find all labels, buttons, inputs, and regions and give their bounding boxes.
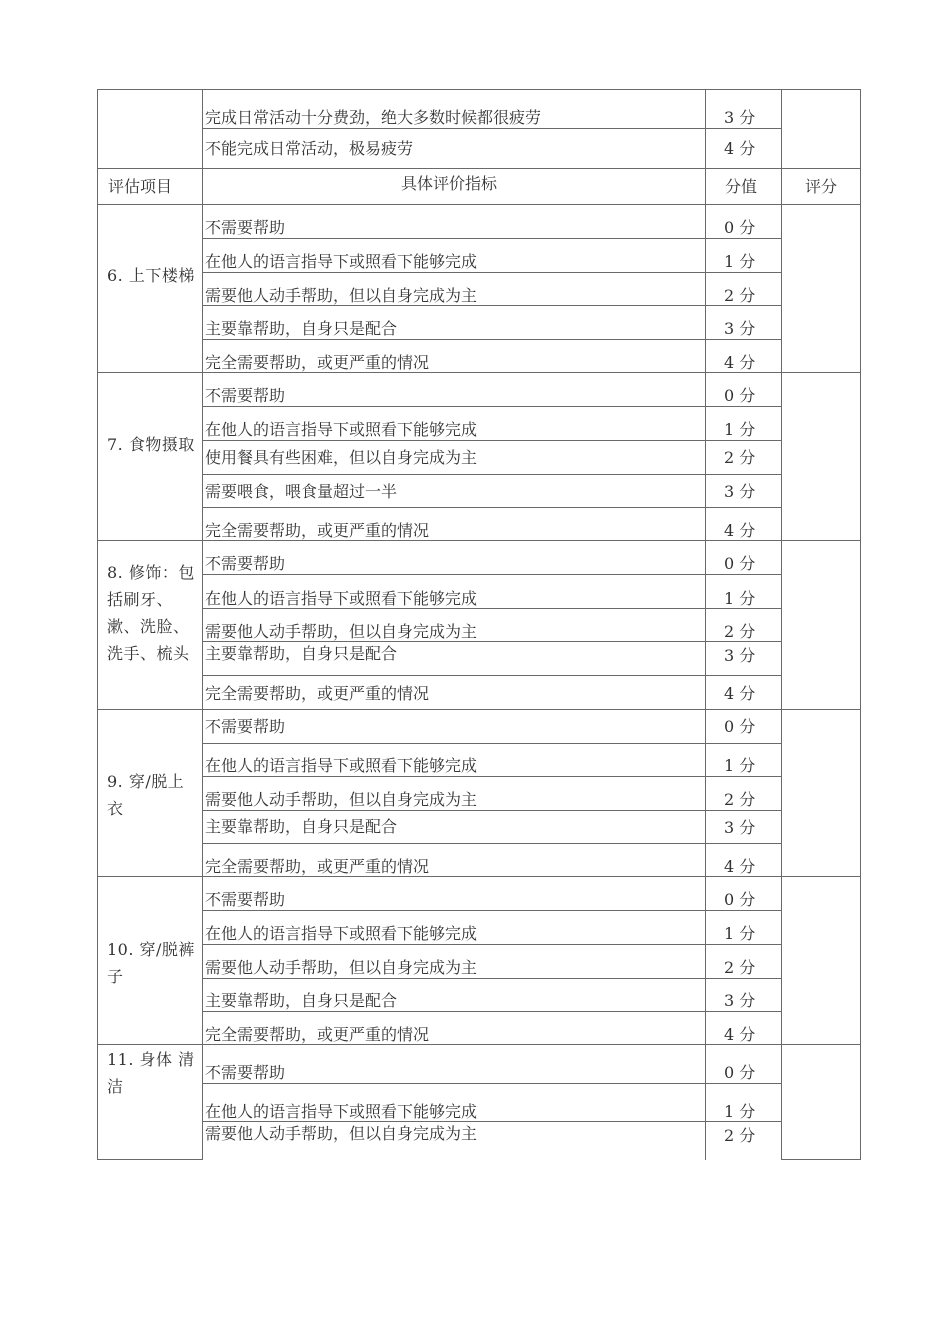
- row-divider: [202, 272, 781, 273]
- score-value: 4 分: [724, 139, 756, 158]
- criteria-text: 不需要帮助: [205, 554, 286, 573]
- score-value: 3 分: [724, 108, 756, 127]
- criteria-text: 主要靠帮助，自身只是配合: [205, 644, 398, 663]
- row-divider: [202, 305, 781, 306]
- row-divider: [202, 910, 781, 911]
- score-value: 3 分: [724, 319, 756, 338]
- row-divider: [202, 440, 781, 441]
- score-value: 2 分: [724, 958, 756, 977]
- section-label: 6. 上下楼梯: [107, 266, 195, 285]
- table-border-right: [860, 89, 861, 1160]
- criteria-text: 需要他人动手帮助，但以自身完成为主: [205, 622, 478, 641]
- section-label: 7. 食物摄取: [107, 435, 195, 454]
- score-value: 1 分: [724, 420, 756, 439]
- criteria-text: 在他人的语言指导下或照看下能够完成: [205, 924, 478, 943]
- row-divider: [202, 743, 781, 744]
- criteria-text: 完全需要帮助，或更严重的情况: [205, 857, 430, 876]
- header-points: 分值: [725, 177, 758, 196]
- score-value: 0 分: [724, 890, 756, 909]
- column-divider-points: [705, 89, 706, 1160]
- column-divider-rating: [781, 89, 782, 1160]
- section-label: 8. 修饰：包括刷牙、漱、洗脸、洗手、梳头: [107, 563, 195, 663]
- criteria-text: 需要他人动手帮助，但以自身完成为主: [205, 790, 478, 809]
- row-divider: [202, 641, 781, 642]
- score-value: 2 分: [724, 448, 756, 467]
- row-divider: [202, 574, 781, 575]
- criteria-text: 不需要帮助: [205, 1063, 286, 1082]
- criteria-text: 需要喂食，喂食量超过一半: [205, 482, 398, 501]
- criteria-text: 完全需要帮助，或更严重的情况: [205, 521, 430, 540]
- score-value: 1 分: [724, 1102, 756, 1121]
- criteria-text: 主要靠帮助，自身只是配合: [205, 319, 398, 338]
- row-divider: [202, 128, 781, 129]
- criteria-text: 完全需要帮助，或更严重的情况: [205, 353, 430, 372]
- header-top-divider: [97, 168, 861, 169]
- row-divider: [202, 810, 781, 811]
- section-label: 11. 身体 清洁: [107, 1050, 195, 1096]
- section-label: 9. 穿/脱上衣: [107, 772, 185, 818]
- score-value: 3 分: [724, 482, 756, 501]
- row-divider: [202, 944, 781, 945]
- criteria-text: 完全需要帮助，或更严重的情况: [205, 1025, 430, 1044]
- score-value: 1 分: [724, 924, 756, 943]
- table-border-bottom-left: [97, 1159, 203, 1160]
- row-divider: [202, 1121, 781, 1122]
- score-value: 4 分: [724, 857, 756, 876]
- header-criteria: 具体评价指标: [401, 174, 498, 193]
- header-bottom-divider: [97, 204, 861, 205]
- table-border-top: [97, 89, 861, 90]
- row-divider: [202, 1083, 781, 1084]
- criteria-text: 在他人的语言指导下或照看下能够完成: [205, 756, 478, 775]
- score-value: 0 分: [724, 554, 756, 573]
- score-value: 3 分: [724, 646, 756, 665]
- header-rating: 评分: [805, 177, 838, 196]
- section-divider: [97, 1044, 861, 1045]
- row-divider: [202, 843, 781, 844]
- section-divider: [97, 876, 861, 877]
- criteria-text: 需要他人动手帮助，但以自身完成为主: [205, 1124, 478, 1143]
- score-value: 0 分: [724, 717, 756, 736]
- criteria-text: 需要他人动手帮助，但以自身完成为主: [205, 286, 478, 305]
- score-value: 4 分: [724, 1025, 756, 1044]
- score-value: 1 分: [724, 589, 756, 608]
- criteria-text: 在他人的语言指导下或照看下能够完成: [205, 252, 478, 271]
- score-value: 2 分: [724, 286, 756, 305]
- row-divider: [202, 339, 781, 340]
- column-divider-criteria: [202, 89, 203, 1160]
- row-divider: [202, 776, 781, 777]
- criteria-text: 不需要帮助: [205, 890, 286, 909]
- section-divider: [97, 540, 861, 541]
- criteria-text: 使用餐具有些困难，但以自身完成为主: [205, 448, 478, 467]
- criteria-text: 需要他人动手帮助，但以自身完成为主: [205, 958, 478, 977]
- criteria-text: 在他人的语言指导下或照看下能够完成: [205, 589, 478, 608]
- row-divider: [202, 507, 781, 508]
- row-divider: [202, 608, 781, 609]
- table-border-left: [97, 89, 98, 1160]
- score-value: 2 分: [724, 1126, 756, 1145]
- row-divider: [202, 978, 781, 979]
- score-value: 4 分: [724, 521, 756, 540]
- criteria-text: 在他人的语言指导下或照看下能够完成: [205, 1102, 478, 1121]
- score-value: 0 分: [724, 386, 756, 405]
- criteria-text: 不需要帮助: [205, 717, 286, 736]
- section-divider: [97, 372, 861, 373]
- criteria-text: 主要靠帮助，自身只是配合: [205, 817, 398, 836]
- row-divider: [202, 1011, 781, 1012]
- row-divider: [202, 675, 781, 676]
- score-value: 4 分: [724, 353, 756, 372]
- score-value: 3 分: [724, 818, 756, 837]
- criteria-text: 不能完成日常活动，极易疲劳: [205, 139, 414, 158]
- section-divider: [97, 709, 861, 710]
- score-value: 3 分: [724, 991, 756, 1010]
- table-border-bottom-right: [781, 1159, 861, 1160]
- section-label: 10. 穿/脱裤子: [107, 940, 195, 986]
- header-item: 评估项目: [108, 177, 173, 196]
- row-divider: [202, 474, 781, 475]
- score-value: 0 分: [724, 218, 756, 237]
- row-divider: [202, 238, 781, 239]
- score-value: 4 分: [724, 684, 756, 703]
- criteria-text: 主要靠帮助，自身只是配合: [205, 991, 398, 1010]
- criteria-text: 在他人的语言指导下或照看下能够完成: [205, 420, 478, 439]
- criteria-text: 不需要帮助: [205, 218, 286, 237]
- criteria-text: 完全需要帮助，或更严重的情况: [205, 684, 430, 703]
- score-value: 2 分: [724, 790, 756, 809]
- criteria-text: 完成日常活动十分费劲，绝大多数时候都很疲劳: [205, 108, 542, 127]
- criteria-text: 不需要帮助: [205, 386, 286, 405]
- row-divider: [202, 406, 781, 407]
- score-value: 1 分: [724, 756, 756, 775]
- score-value: 1 分: [724, 252, 756, 271]
- score-value: 0 分: [724, 1063, 756, 1082]
- score-value: 2 分: [724, 622, 756, 641]
